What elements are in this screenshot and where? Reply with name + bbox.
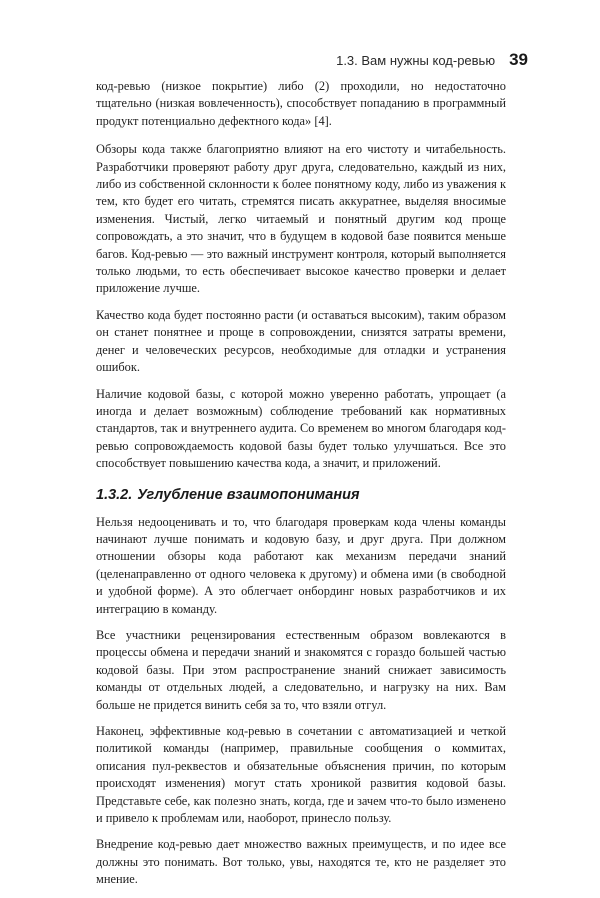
section-number: 1.3.2. bbox=[96, 486, 133, 503]
paragraph: Внедрение код-ревью дает множество важных преимуществ, и по идее все должны это понимать. Вот только, увы, находятся те, кто не разделяет это мнение. bbox=[96, 837, 506, 887]
paragraph: Нельзя недооценивать и то, что благодаря проверкам кода члены команды начинают лучше понимать и кодовую базу, и друг друга. При должном отношении обзоры кода работают как механизм передачи знаний (целенаправленно от одного человека к другому) и обмена ими (в свободной и удобной форме). А это облегчает онбординг новых разработчиков и их интеграцию в команду. bbox=[96, 514, 506, 616]
section-title: Углубление взаимопонимания bbox=[137, 486, 360, 503]
paragraph: Все участники рецензирования естественным образом вовлекаются в процессы обмена и передачи знаний и знакомятся с гораздо большей частью кодовой базы. При этом распространение знаний снижает зависимость команды от отдельных людей, а следовательно, и нагрузку на них. Вам больше не придется винить себя за то, что взяли отгул. bbox=[96, 627, 506, 712]
page-number: 39 bbox=[509, 50, 528, 69]
paragraph: Качество кода будет постоянно расти (и оставаться высоким), таким образом он станет понятнее и проще в сопровождении, снизятся затраты времени, денег и человеческих ресурсов, необходимые для отладки и устранения ошибок. bbox=[96, 307, 506, 375]
running-title: 1.3. Вам нужны код-ревью bbox=[336, 53, 496, 68]
paragraph: код-ревью (низкое покрытие) либо (2) проходили, но недостаточно тщательно (низкая вовлеченность), способствует попаданию в программный продукт потенциально дефектного кода» [4]. bbox=[96, 79, 506, 128]
paragraph: Наконец, эффективные код-ревью в сочетании с автоматизацией и четкой политикой команды (например, правильные сообщения о коммитах, описания пул-реквестов и обязательные объяснения причин, по которым происходят изменения) могут стать хроникой развития кодовой базы. Представьте себе, как полезно знать, когда, где и зачем что-то было изменено и привело к проблемам или, наоборот, принесло пользу. bbox=[96, 724, 506, 826]
section-heading bbox=[96, 487, 506, 503]
page-content bbox=[96, 78, 506, 898]
paragraph: Обзоры кода также благоприятно влияют на его чистоту и читабельность. Разработчики проверяют работу друг друга, следовательно, каждый из них, либо из собственной склонности к более понятному коду, либо из уважения к тем, кто будет его читать, стремятся писать аккуратнее, выделяя вносимые изменения. Чистый, легко читаемый и понятный другим код проще сопровождать, а это значит, что в будущем в кодовой базе появится меньше багов. Код-ревью — это важный инструмент контроля, который выполняется только людьми, то есть обеспечивает высокое качество проверки и делает приложение лучше. bbox=[96, 142, 506, 296]
paragraph: Наличие кодовой базы, с которой можно уверенно работать, упрощает (а иногда и делает возможным) соблюдение требований как нормативных стандартов, так и внутреннего аудита. Со временем во многом благодаря код-ревью сопровождаемость кодовой базы будет только улучшаться. Все это способствует повышению качества кода, а значит, и приложений. bbox=[96, 386, 506, 471]
running-head bbox=[336, 50, 528, 70]
